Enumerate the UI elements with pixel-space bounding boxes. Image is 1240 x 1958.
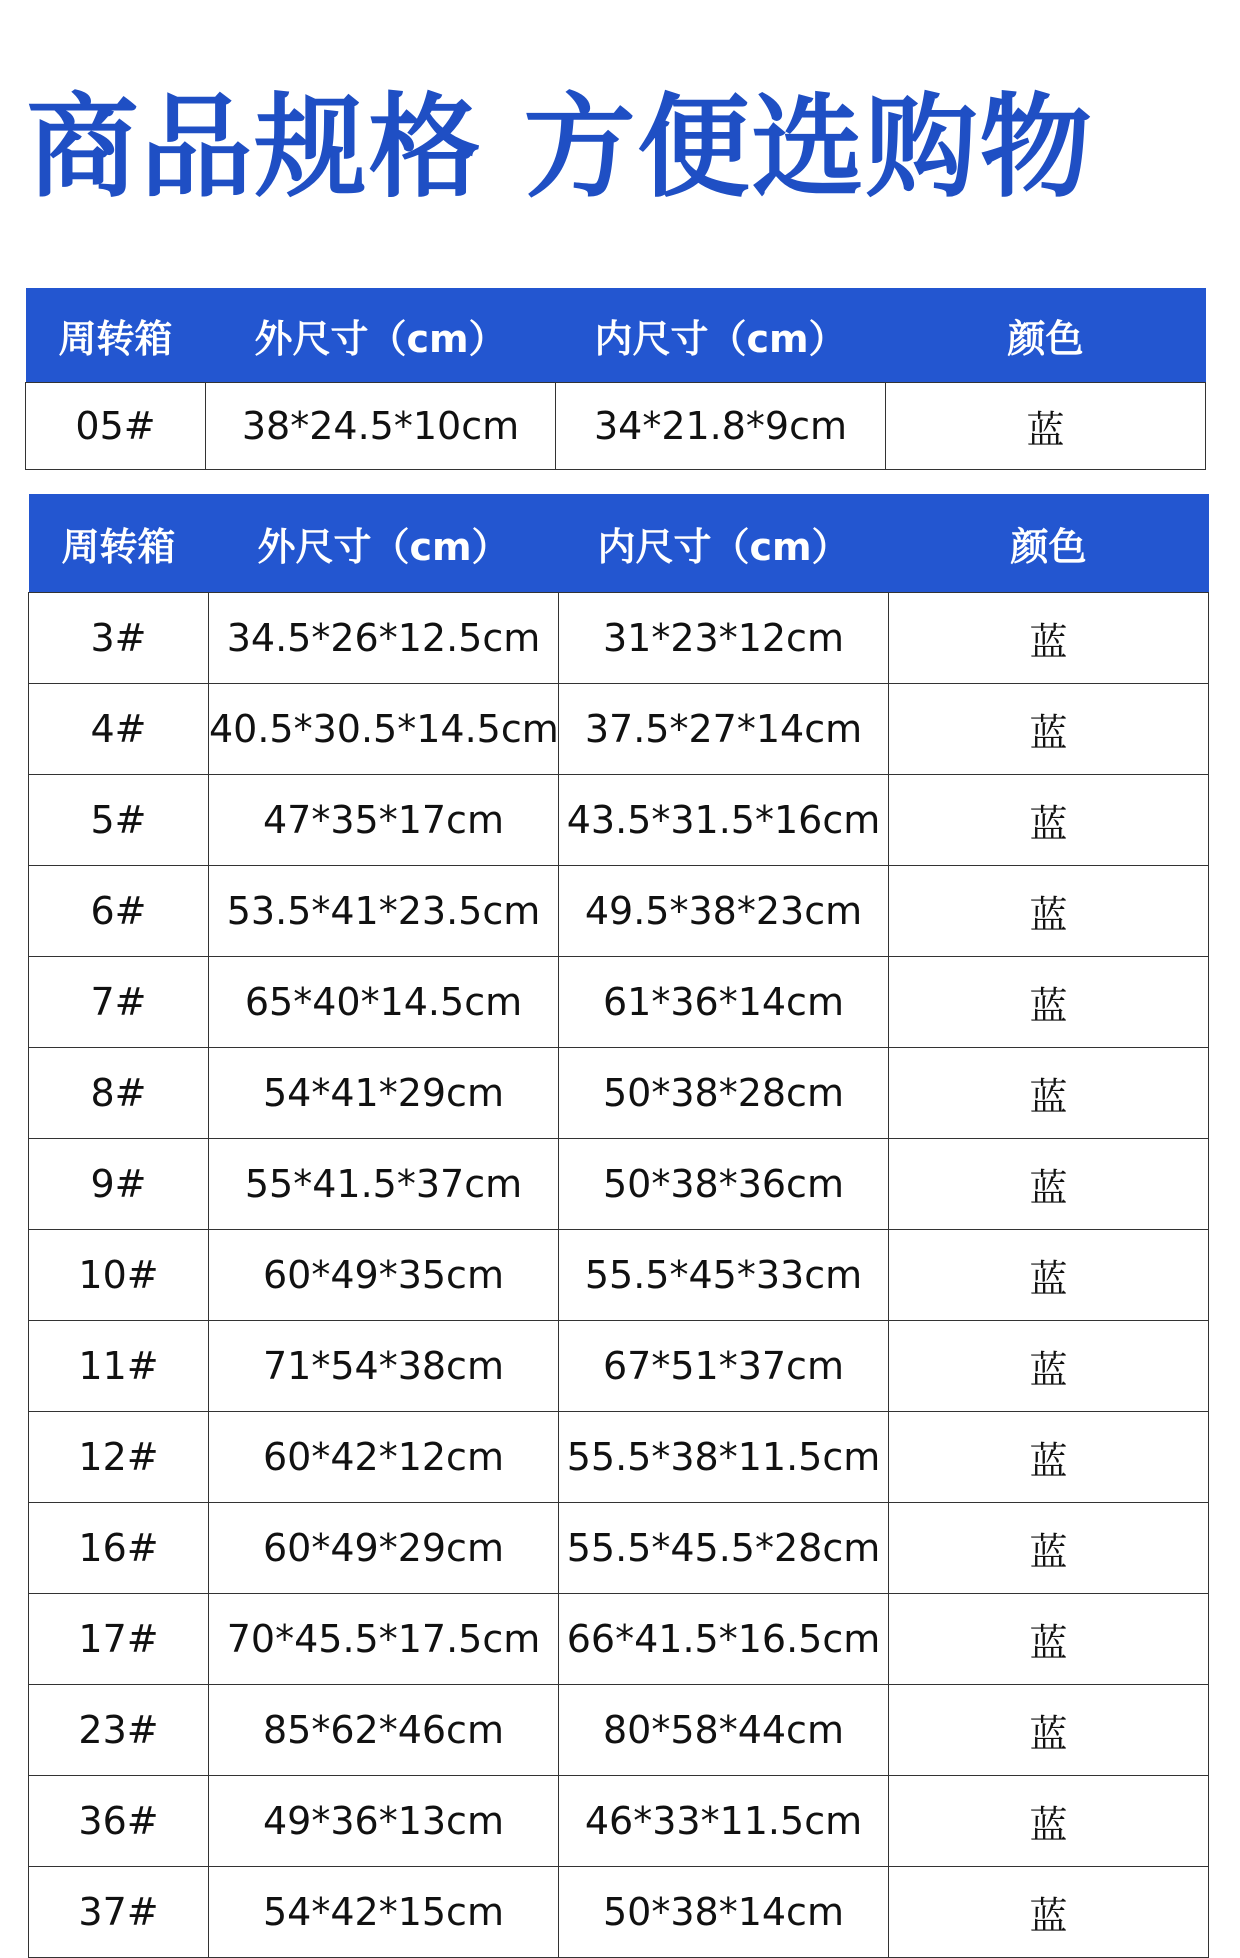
cell-color: 蓝 xyxy=(889,775,1209,866)
cell-color: 蓝 xyxy=(889,1230,1209,1321)
table-row xyxy=(29,1321,1209,1412)
cell-inner-size: 66*41.5*16.5cm xyxy=(559,1594,889,1685)
cell-box: 10# xyxy=(29,1230,209,1321)
table-row xyxy=(29,866,1209,957)
cell-inner-size: 55.5*45*33cm xyxy=(559,1230,889,1321)
cell-outer-size: 53.5*41*23.5cm xyxy=(209,866,559,957)
cell-inner-size: 80*58*44cm xyxy=(559,1685,889,1776)
cell-outer-size: 34.5*26*12.5cm xyxy=(209,593,559,684)
spec-table-main xyxy=(28,494,1209,1958)
cell-inner-size: 37.5*27*14cm xyxy=(559,684,889,775)
cell-outer-size: 38*24.5*10cm xyxy=(206,383,556,470)
header-outer-size: 外尺寸（cm） xyxy=(206,288,556,383)
cell-color: 蓝 xyxy=(889,1139,1209,1230)
cell-outer-size: 65*40*14.5cm xyxy=(209,957,559,1048)
table-a-body xyxy=(26,383,1206,470)
cell-inner-size: 50*38*14cm xyxy=(559,1867,889,1958)
cell-outer-size: 40.5*30.5*14.5cm xyxy=(209,684,559,775)
cell-inner-size: 46*33*11.5cm xyxy=(559,1776,889,1867)
cell-inner-size: 55.5*38*11.5cm xyxy=(559,1412,889,1503)
table-header-row xyxy=(29,494,1209,593)
cell-color: 蓝 xyxy=(889,866,1209,957)
cell-outer-size: 47*35*17cm xyxy=(209,775,559,866)
cell-outer-size: 60*49*35cm xyxy=(209,1230,559,1321)
cell-color: 蓝 xyxy=(889,957,1209,1048)
cell-box: 23# xyxy=(29,1685,209,1776)
cell-box: 9# xyxy=(29,1139,209,1230)
table-row xyxy=(29,775,1209,866)
table-b-body xyxy=(29,593,1209,1958)
header-box: 周转箱 xyxy=(26,288,206,383)
cell-box: 5# xyxy=(29,775,209,866)
cell-color: 蓝 xyxy=(889,1503,1209,1594)
table-row xyxy=(29,1594,1209,1685)
cell-outer-size: 55*41.5*37cm xyxy=(209,1139,559,1230)
table-row xyxy=(29,1685,1209,1776)
header-color: 颜色 xyxy=(889,494,1209,593)
cell-outer-size: 71*54*38cm xyxy=(209,1321,559,1412)
page-title: 商品规格 方便选购物 xyxy=(26,83,1094,213)
cell-box: 7# xyxy=(29,957,209,1048)
cell-box: 36# xyxy=(29,1776,209,1867)
header-outer-size: 外尺寸（cm） xyxy=(209,494,559,593)
cell-color: 蓝 xyxy=(889,1048,1209,1139)
cell-color: 蓝 xyxy=(889,1321,1209,1412)
cell-color: 蓝 xyxy=(889,1412,1209,1503)
cell-box: 8# xyxy=(29,1048,209,1139)
cell-outer-size: 54*41*29cm xyxy=(209,1048,559,1139)
table-row xyxy=(29,1230,1209,1321)
cell-outer-size: 54*42*15cm xyxy=(209,1867,559,1958)
table-row xyxy=(29,1776,1209,1867)
cell-inner-size: 50*38*36cm xyxy=(559,1139,889,1230)
table-row xyxy=(29,1867,1209,1958)
cell-box: 05# xyxy=(26,383,206,470)
cell-inner-size: 34*21.8*9cm xyxy=(556,383,886,470)
header-inner-size: 内尺寸（cm） xyxy=(559,494,889,593)
cell-box: 16# xyxy=(29,1503,209,1594)
table-row xyxy=(29,593,1209,684)
cell-inner-size: 50*38*28cm xyxy=(559,1048,889,1139)
table-row xyxy=(29,957,1209,1048)
cell-outer-size: 70*45.5*17.5cm xyxy=(209,1594,559,1685)
table-row xyxy=(26,383,1206,470)
cell-outer-size: 49*36*13cm xyxy=(209,1776,559,1867)
cell-box: 6# xyxy=(29,866,209,957)
cell-inner-size: 67*51*37cm xyxy=(559,1321,889,1412)
cell-box: 11# xyxy=(29,1321,209,1412)
header-box: 周转箱 xyxy=(29,494,209,593)
cell-color: 蓝 xyxy=(889,1867,1209,1958)
cell-color: 蓝 xyxy=(889,1685,1209,1776)
table-row xyxy=(29,684,1209,775)
cell-inner-size: 55.5*45.5*28cm xyxy=(559,1503,889,1594)
cell-color: 蓝 xyxy=(889,1594,1209,1685)
spec-table-single xyxy=(25,288,1206,470)
cell-color: 蓝 xyxy=(886,383,1206,470)
table-row xyxy=(29,1412,1209,1503)
table-row xyxy=(29,1503,1209,1594)
cell-inner-size: 31*23*12cm xyxy=(559,593,889,684)
cell-box: 3# xyxy=(29,593,209,684)
cell-outer-size: 60*42*12cm xyxy=(209,1412,559,1503)
cell-inner-size: 49.5*38*23cm xyxy=(559,866,889,957)
header-color: 颜色 xyxy=(886,288,1206,383)
cell-inner-size: 43.5*31.5*16cm xyxy=(559,775,889,866)
cell-box: 37# xyxy=(29,1867,209,1958)
cell-color: 蓝 xyxy=(889,593,1209,684)
cell-box: 4# xyxy=(29,684,209,775)
header-inner-size: 内尺寸（cm） xyxy=(556,288,886,383)
table-header-row xyxy=(26,288,1206,383)
cell-box: 12# xyxy=(29,1412,209,1503)
cell-color: 蓝 xyxy=(889,1776,1209,1867)
table-row xyxy=(29,1048,1209,1139)
cell-inner-size: 61*36*14cm xyxy=(559,957,889,1048)
cell-outer-size: 85*62*46cm xyxy=(209,1685,559,1776)
table-row xyxy=(29,1139,1209,1230)
cell-color: 蓝 xyxy=(889,684,1209,775)
cell-box: 17# xyxy=(29,1594,209,1685)
cell-outer-size: 60*49*29cm xyxy=(209,1503,559,1594)
